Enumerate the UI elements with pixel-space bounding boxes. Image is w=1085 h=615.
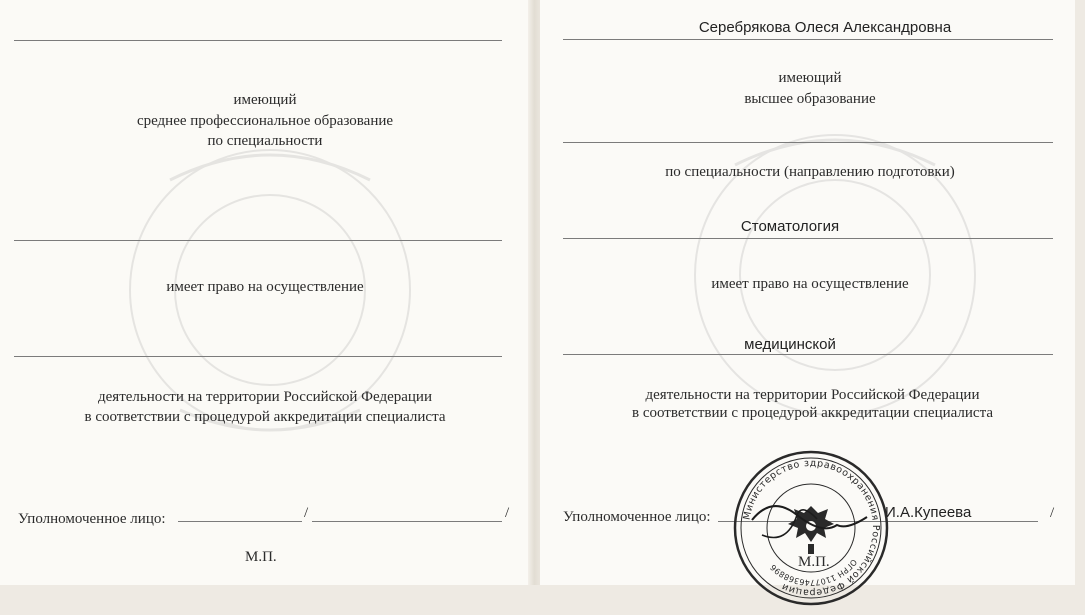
- specialty-line: [563, 238, 1053, 239]
- activity-type: медицинской: [744, 336, 836, 353]
- seal-label: М.П.: [798, 554, 830, 570]
- activity-type-line: [14, 356, 502, 357]
- stamp-seal: [732, 440, 890, 610]
- activity-line-1: деятельности на территории Российской Федерации: [98, 389, 432, 405]
- specialty-label: по специальности: [207, 133, 323, 149]
- authorized-person-label: Уполномоченное лицо:: [18, 511, 166, 527]
- specialty-value: Стоматология: [740, 218, 840, 235]
- right-label: имеет право на осуществление: [711, 276, 909, 292]
- activity-line-2: в соответствии с процедурой аккредитации специалиста: [631, 405, 993, 421]
- specialty-label: по специальности (направлению подготовки): [665, 164, 955, 180]
- stamp-ogrn-text: ОГРН 1107746368896: [768, 557, 859, 588]
- having-label: имеющий: [233, 92, 297, 108]
- official-stamp: [732, 440, 890, 599]
- activity-line-1: деятельности на территории Российской Федерации: [645, 387, 980, 403]
- signature-line: [178, 521, 302, 522]
- signatory-name: И.А.Купеева: [885, 504, 972, 521]
- name-line: [563, 39, 1053, 40]
- stamp-ring-text: Министерство здравоохранения Российской Федерации: [741, 457, 882, 599]
- slash-1: /: [304, 505, 309, 521]
- authorized-person-label: Уполномоченное лицо:: [563, 509, 711, 525]
- slash-2: /: [505, 505, 510, 521]
- activity-type-line: [563, 354, 1053, 355]
- education-label: среднее профессиональное образование: [136, 113, 394, 129]
- activity-line-2: в соответствии с процедурой аккредитации специалиста: [84, 409, 446, 425]
- education-label: высшее образование: [744, 91, 876, 107]
- signatory-name-line: [312, 521, 502, 522]
- right-label: имеет право на осуществление: [166, 279, 364, 295]
- specialty-line: [14, 240, 502, 241]
- seal-label: М.П.: [245, 549, 277, 565]
- slash: /: [1050, 505, 1055, 521]
- holder-full-name: Серебрякова Олеся Александровна: [698, 19, 952, 36]
- left-page: [0, 0, 530, 585]
- having-label: имеющий: [778, 70, 842, 86]
- education-line: [563, 142, 1053, 143]
- name-line: [14, 40, 502, 41]
